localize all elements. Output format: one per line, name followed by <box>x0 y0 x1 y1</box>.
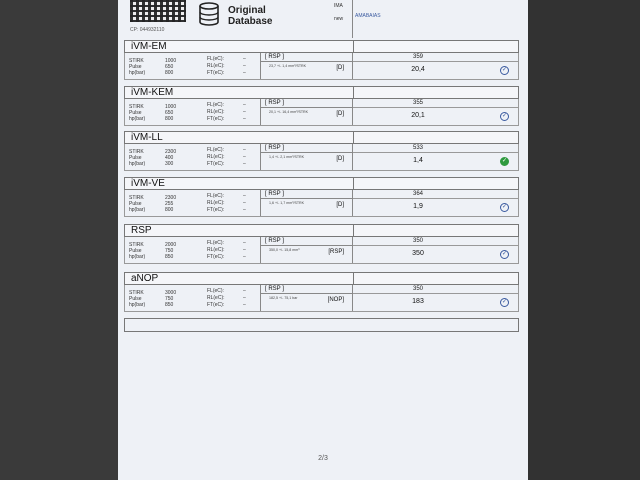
hp-label: hp(bar) <box>129 207 146 213</box>
target-value: 350 <box>412 286 423 292</box>
pulse-label: Pulse <box>129 296 142 302</box>
section-title: iVM-LL <box>124 131 519 144</box>
pulse-label: Pulse <box>129 248 142 254</box>
rl-label: RL(eC): <box>207 295 225 301</box>
background-left <box>0 0 118 480</box>
fl-label: FL(eC): <box>207 240 224 246</box>
rl-label: RL(eC): <box>207 63 225 69</box>
pulse-label: Pulse <box>129 110 142 116</box>
rl-value: – <box>243 154 246 160</box>
rsp-text: 350,0 +/- 15,8 mm³ <box>269 248 300 252</box>
end-box <box>124 318 519 332</box>
result-value: 20,1 <box>411 112 425 119</box>
fl-label: FL(eC): <box>207 147 224 153</box>
ft-label: FT(eC): <box>207 116 225 122</box>
document-page <box>118 0 528 480</box>
ft-value: – <box>243 116 246 122</box>
section-body <box>124 144 519 171</box>
stirk-label: STIRK <box>129 104 144 110</box>
page-title: Original Database <box>228 5 273 27</box>
test-section <box>124 86 519 126</box>
hp-value: 800 <box>165 70 174 76</box>
ft-value: – <box>243 70 246 76</box>
rsp-tag: [ RSP ] <box>265 54 284 60</box>
rsp-box <box>260 285 353 311</box>
cp-code: CP: 044932110 <box>130 27 165 33</box>
rl-value: – <box>243 63 246 69</box>
section-body <box>124 285 519 312</box>
pulse-label: Pulse <box>129 155 142 161</box>
stirk-value: 2300 <box>165 149 177 155</box>
stirk-label: STIRK <box>129 242 144 248</box>
rsp-box <box>260 53 353 79</box>
hp-value: 800 <box>165 207 174 213</box>
rsp-box <box>260 99 353 125</box>
result-value: 1,4 <box>413 157 423 164</box>
result-value: 183 <box>412 298 424 305</box>
section-title: iVM-EM <box>124 40 519 53</box>
ft-label: FT(eC): <box>207 161 225 167</box>
rl-value: – <box>243 109 246 115</box>
rsp-box <box>260 190 353 216</box>
ima-label: IMA <box>334 3 343 9</box>
result-value: 350 <box>412 250 424 257</box>
fl-value: – <box>243 240 246 246</box>
stirk-label: STIRK <box>129 149 144 155</box>
stirk-value: 2300 <box>165 195 177 201</box>
rl-value: – <box>243 200 246 206</box>
rl-label: RL(eC): <box>207 200 225 206</box>
ft-label: FT(eC): <box>207 70 225 76</box>
check-icon: ✓ <box>501 251 508 257</box>
hp-label: hp(bar) <box>129 70 146 76</box>
check-icon: ✓ <box>501 113 508 119</box>
fl-value: – <box>243 56 246 62</box>
target-value: 364 <box>412 191 423 197</box>
pulse-value: 750 <box>165 248 174 254</box>
result-value: 1,9 <box>413 203 423 210</box>
section-body <box>124 99 519 126</box>
rsp-tag: [ RSP ] <box>265 286 284 292</box>
hp-label: hp(bar) <box>129 116 146 122</box>
rsp-code: [D] <box>336 111 344 117</box>
pulse-value: 255 <box>165 201 174 207</box>
rsp-code: [D] <box>336 65 344 71</box>
rl-label: RL(eC): <box>207 247 225 253</box>
hp-label: hp(bar) <box>129 302 146 308</box>
section-body <box>124 190 519 217</box>
fl-value: – <box>243 102 246 108</box>
ft-value: – <box>243 207 246 213</box>
target-value: 350 <box>412 238 423 244</box>
rsp-code: [NOP] <box>327 297 344 303</box>
rsp-tag: [ RSP ] <box>265 100 284 106</box>
hp-value: 300 <box>165 161 174 167</box>
hp-value: 850 <box>165 302 174 308</box>
check-icon: ✓ <box>501 299 508 305</box>
pulse-value: 650 <box>165 110 174 116</box>
ft-label: FT(eC): <box>207 302 225 308</box>
hp-label: hp(bar) <box>129 161 146 167</box>
hp-label: hp(bar) <box>129 254 146 260</box>
fl-value: – <box>243 288 246 294</box>
pulse-value: 750 <box>165 296 174 302</box>
pulse-label: Pulse <box>129 201 142 207</box>
stirk-label: STIRK <box>129 195 144 201</box>
fl-label: FL(eC): <box>207 288 224 294</box>
stirk-value: 3000 <box>165 290 177 296</box>
database-icon <box>198 2 220 26</box>
result-value: 20,4 <box>411 66 425 73</box>
fl-value: – <box>243 193 246 199</box>
test-section <box>124 224 519 264</box>
rsp-tag: [ RSP ] <box>265 191 284 197</box>
stirk-label: STIRK <box>129 58 144 64</box>
rl-value: – <box>243 247 246 253</box>
rsp-box <box>260 144 353 170</box>
new-label: new <box>334 16 344 22</box>
rsp-text: 182,5 +/- 75,1 bar <box>269 296 298 300</box>
section-title: iVM-VE <box>124 177 519 190</box>
rsp-text: 23,7 +/- 1,4 mm³/STRK <box>269 64 307 68</box>
test-section <box>124 131 519 171</box>
test-section <box>124 272 519 312</box>
ft-label: FT(eC): <box>207 254 225 260</box>
new-value: AMABAIAS <box>355 13 381 19</box>
rsp-code: [D] <box>336 202 344 208</box>
ft-value: – <box>243 254 246 260</box>
pulse-value: 400 <box>165 155 174 161</box>
rsp-tag: [ RSP ] <box>265 238 284 244</box>
qr-code <box>130 0 186 22</box>
stirk-value: 1000 <box>165 104 177 110</box>
rl-label: RL(eC): <box>207 154 225 160</box>
stirk-value: 1000 <box>165 58 177 64</box>
stirk-label: STIRK <box>129 290 144 296</box>
ft-value: – <box>243 161 246 167</box>
hp-value: 850 <box>165 254 174 260</box>
target-value: 533 <box>412 145 423 151</box>
ft-value: – <box>243 302 246 308</box>
target-value: 359 <box>412 54 423 60</box>
rl-value: – <box>243 295 246 301</box>
test-section <box>124 40 519 80</box>
success-check-icon: ✓ <box>501 158 508 164</box>
fl-label: FL(eC): <box>207 193 224 199</box>
rsp-code: [RSP] <box>328 249 344 255</box>
test-section <box>124 177 519 217</box>
header-divider <box>352 0 353 38</box>
rl-label: RL(eC): <box>207 109 225 115</box>
fl-label: FL(eC): <box>207 56 224 62</box>
rsp-tag: [ RSP ] <box>265 145 284 151</box>
pulse-value: 650 <box>165 64 174 70</box>
target-value: 355 <box>412 100 423 106</box>
section-title: aNOP <box>124 272 519 285</box>
rsp-text: 20,1 +/- 16,4 mm³/STRK <box>269 110 309 114</box>
pulse-label: Pulse <box>129 64 142 70</box>
fl-label: FL(eC): <box>207 102 224 108</box>
background-right <box>528 0 640 480</box>
check-icon: ✓ <box>501 204 508 210</box>
ft-label: FT(eC): <box>207 207 225 213</box>
fl-value: – <box>243 147 246 153</box>
stirk-value: 2000 <box>165 242 177 248</box>
page-number: 2/3 <box>318 455 328 462</box>
section-title: RSP <box>124 224 519 237</box>
section-body <box>124 237 519 264</box>
check-icon: ✓ <box>501 67 508 73</box>
rsp-code: [D] <box>336 156 344 162</box>
rsp-text: 1,6 +/- 1,7 mm³/STRK <box>269 201 305 205</box>
hp-value: 800 <box>165 116 174 122</box>
section-body <box>124 53 519 80</box>
rsp-box <box>260 237 353 263</box>
section-title: iVM-KEM <box>124 86 519 99</box>
rsp-text: 1,4 +/- 2,1 mm³/STRK <box>269 155 305 159</box>
